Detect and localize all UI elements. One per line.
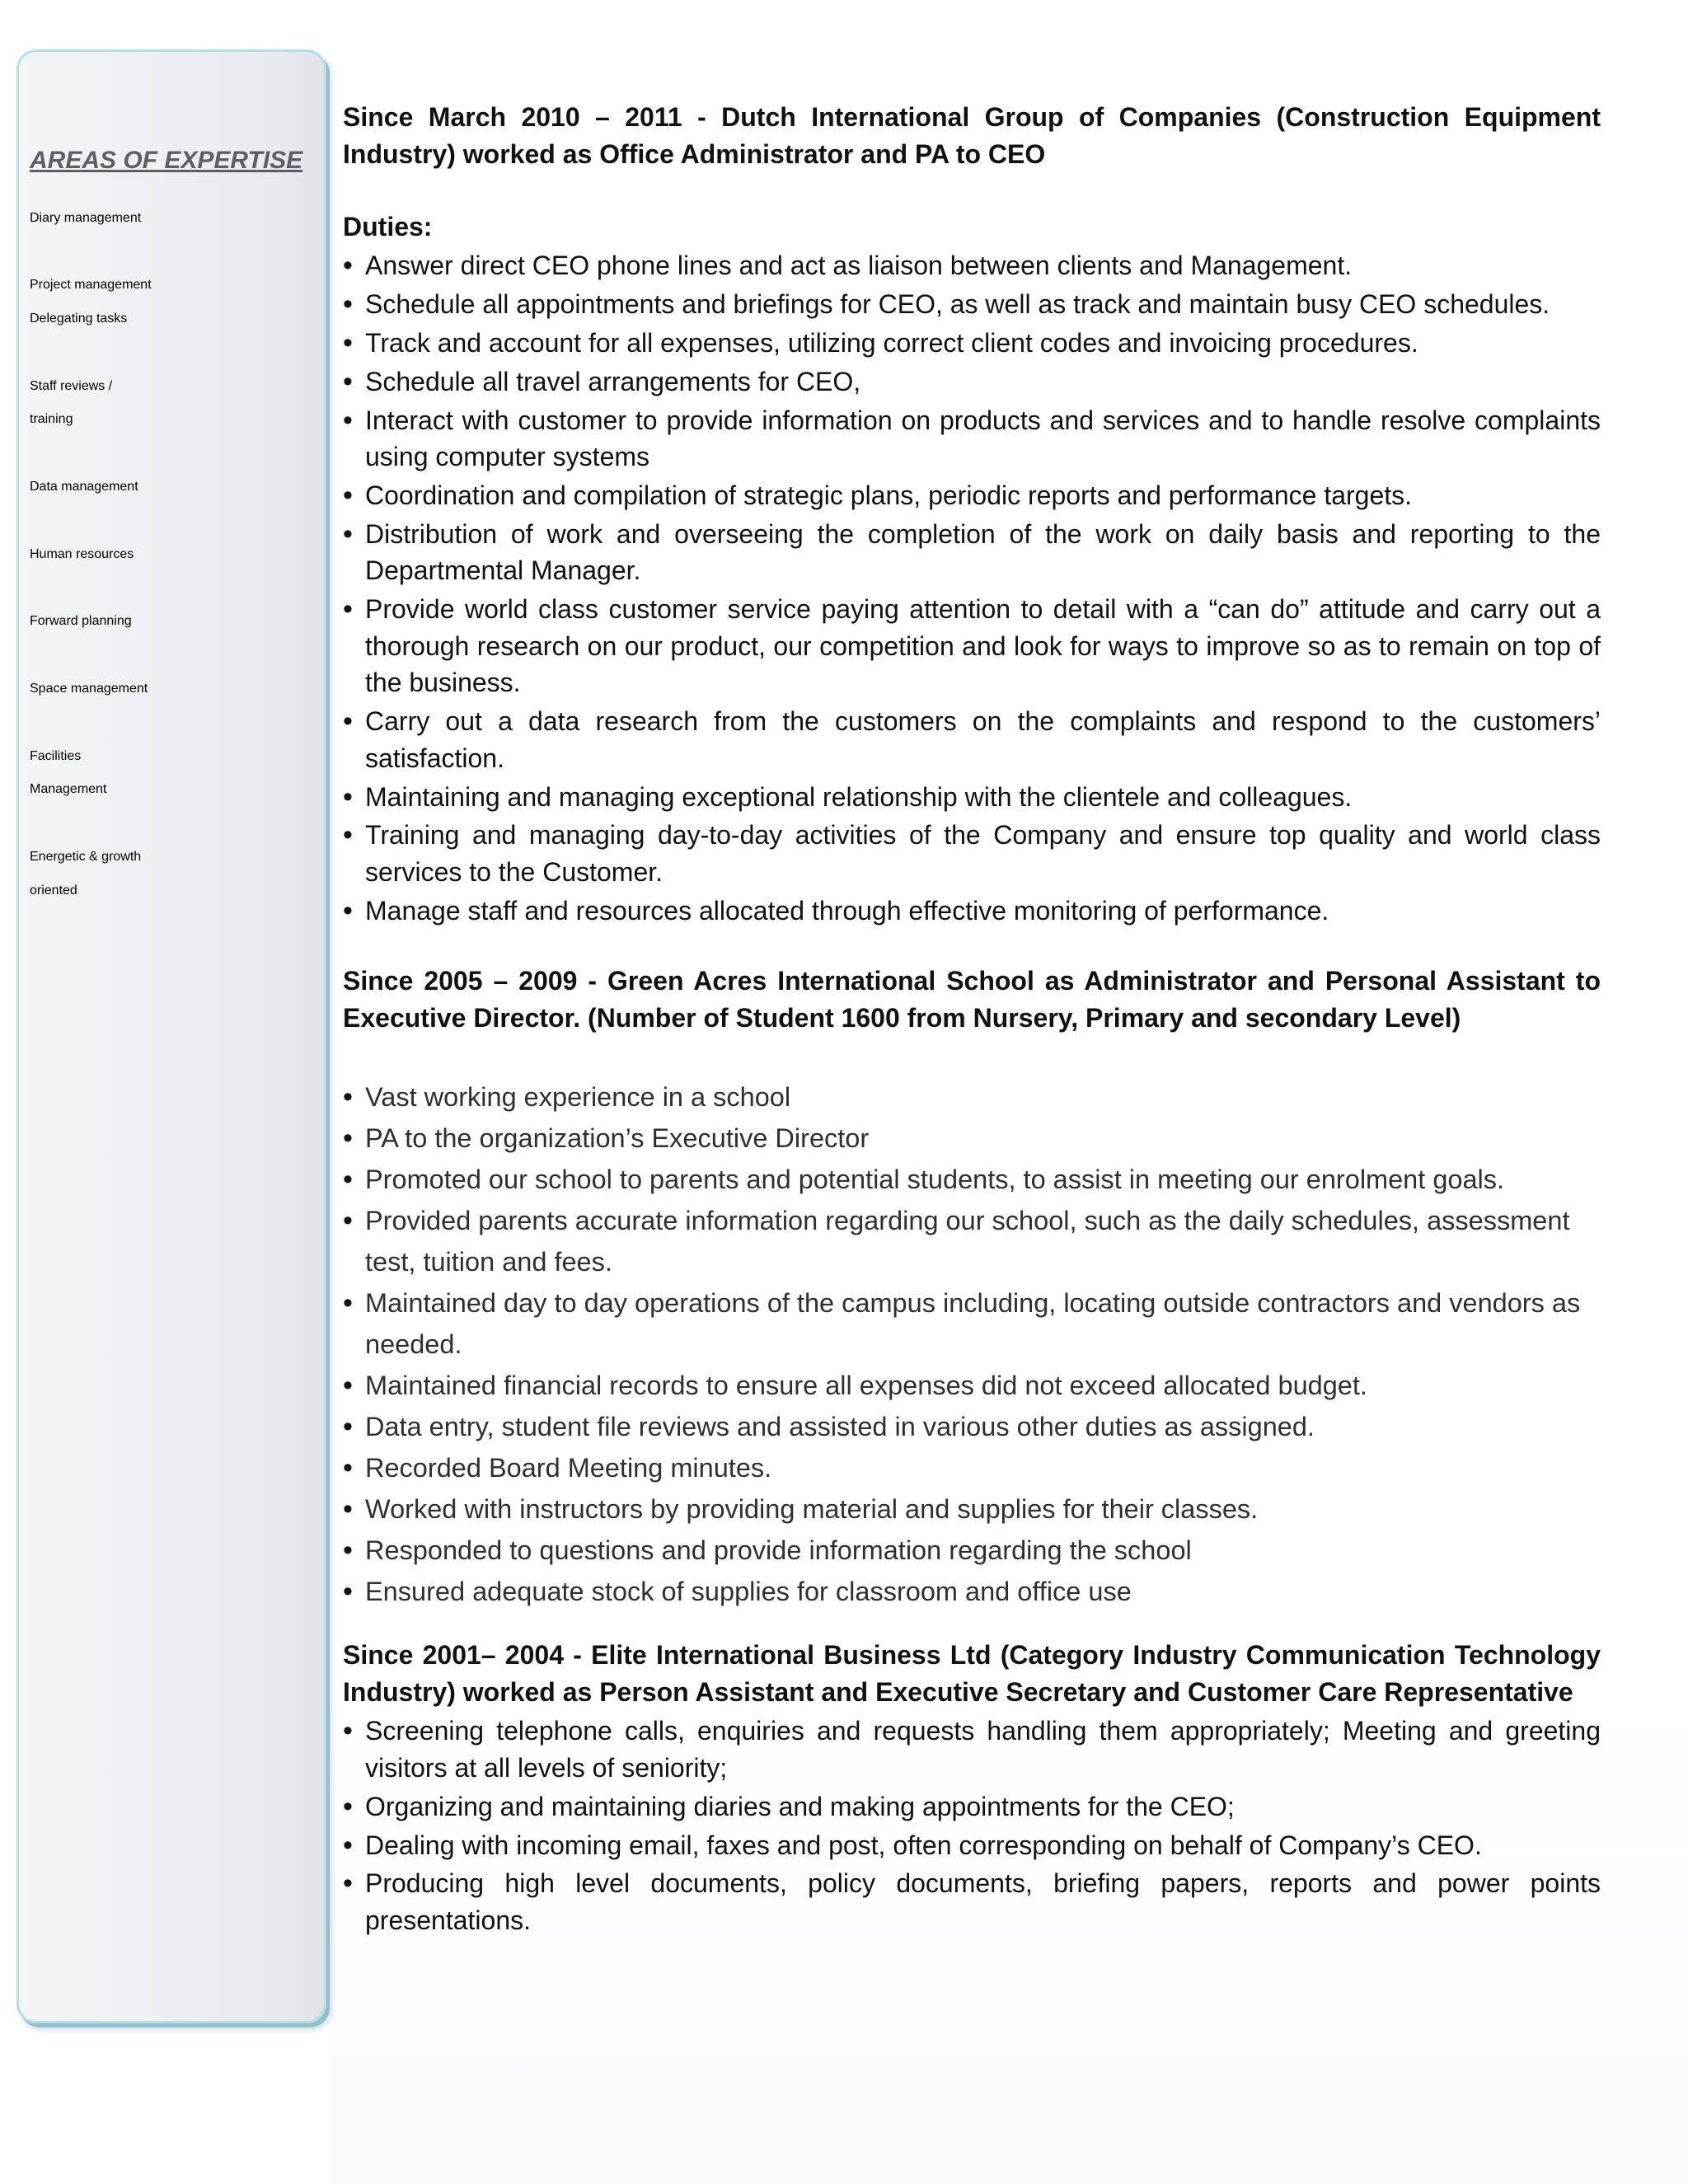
list-item: • Maintained day to day operations of the campus including, locating outside contractors and vendors as needed.: [343, 1282, 1601, 1365]
job-title: Since 2001– 2004 - Elite International Business Ltd (Category Industry Communication Technology Industry) worked as Person Assistant and Executive Secretary and Customer Care Representative: [343, 1640, 1601, 1708]
experience-section: [343, 99, 1601, 1941]
skill-item: Energetic & growth: [30, 850, 142, 864]
duties-list: [343, 1076, 1601, 1612]
list-item: • Schedule all appointments and briefings for CEO, as well as track and maintain busy CEO schedules.: [343, 286, 1601, 323]
list-item: • Track and account for all expenses, utilizing correct client codes and invoicing procedures.: [343, 325, 1601, 362]
list-item: • Producing high level documents, policy documents, briefing papers, reports and power points presentations.: [343, 1865, 1601, 1938]
skill-item: Space management: [30, 682, 148, 696]
skill-item: Diary management: [30, 211, 142, 225]
skill-item: Project management: [30, 278, 152, 292]
job-title: Since March 2010 – 2011 - Dutch International Group of Companies (Construction Equipment Industry) worked as Office Administrator and PA to CEO: [343, 102, 1601, 169]
duties-list: [343, 247, 1601, 929]
skill-item: Management: [30, 782, 107, 796]
list-item: • Maintained financial records to ensure all expenses did not exceed allocated budget.: [343, 1365, 1601, 1406]
list-item: • Distribution of work and overseeing the completion of the work on daily basis and reporting to the Departmental Manager.: [343, 516, 1601, 589]
list-item: • Promoted our school to parents and potential students, to assist in meeting our enrolment goals.: [343, 1159, 1601, 1200]
duties-list: [343, 1713, 1601, 1938]
job-entry: [343, 963, 1601, 1612]
skill-item: Forward planning: [30, 614, 132, 628]
list-item: • Maintaining and managing exceptional relationship with the clientele and colleagues.: [343, 779, 1601, 816]
skill-item: Facilities: [30, 749, 82, 763]
skill-item: Data management: [30, 480, 138, 494]
list-item: • Schedule all travel arrangements for CEO,: [343, 363, 1601, 401]
list-item: • Organizing and maintaining diaries and making appointments for the CEO;: [343, 1788, 1601, 1825]
skill-item: Staff reviews /: [30, 379, 113, 393]
list-item: • Provided parents accurate information regarding our school, such as the daily schedules, assessment test, tuition and fees.: [343, 1200, 1601, 1282]
expertise-heading: AREAS OF EXPERTISE: [30, 147, 303, 174]
list-item: • PA to the organization’s Executive Director: [343, 1118, 1601, 1159]
duties-label: Duties:: [343, 212, 433, 241]
list-item: • Coordination and compilation of strategic plans, periodic reports and performance targets.: [343, 477, 1601, 514]
list-item: • Vast working experience in a school: [343, 1076, 1601, 1118]
list-item: • Interact with customer to provide information on products and services and to handle resolve complaints using computer systems: [343, 402, 1601, 476]
expertise-sidebar: [16, 49, 326, 2023]
list-item: • Data entry, student file reviews and assisted in various other duties as assigned.: [343, 1406, 1601, 1447]
list-item: • Recorded Board Meeting minutes.: [343, 1447, 1601, 1488]
list-item: • Screening telephone calls, enquiries and requests handling them appropriately; Meeting and greeting visitors at all levels of seniority;: [343, 1713, 1601, 1786]
list-item: • Carry out a data research from the customers on the complaints and respond to the customers’ satisfaction.: [343, 703, 1601, 776]
skill-item: oriented: [30, 883, 77, 898]
list-item: • Provide world class customer service paying attention to detail with a “can do” attitude and carry out a thorough research on our product, our competition and look for ways to improve so as to remain on top of the business.: [343, 591, 1601, 701]
list-item: • Manage staff and resources allocated through effective monitoring of performance.: [343, 893, 1601, 930]
list-item: • Training and managing day-to-day activities of the Company and ensure top quality and world class services to the Customer.: [343, 817, 1601, 890]
list-item: • Worked with instructors by providing material and supplies for their classes.: [343, 1488, 1601, 1530]
skill-item: training: [30, 412, 73, 426]
list-item: • Ensured adequate stock of supplies for classroom and office use: [343, 1571, 1601, 1612]
job-entry: [343, 99, 1601, 929]
job-title: Since 2005 – 2009 - Green Acres International School as Administrator and Personal Assistant to Executive Director. (Number of Student 1600 from Nursery, Primary and secondary Level): [343, 966, 1601, 1033]
skill-item: Human resources: [30, 547, 134, 561]
list-item: • Responded to questions and provide information regarding the school: [343, 1530, 1601, 1571]
list-item: • Answer direct CEO phone lines and act as liaison between clients and Management.: [343, 247, 1601, 284]
job-entry: [343, 1637, 1601, 1938]
list-item: • Dealing with incoming email, faxes and post, often corresponding on behalf of Company’s CEO.: [343, 1827, 1601, 1864]
skill-item: Delegating tasks: [30, 312, 128, 326]
